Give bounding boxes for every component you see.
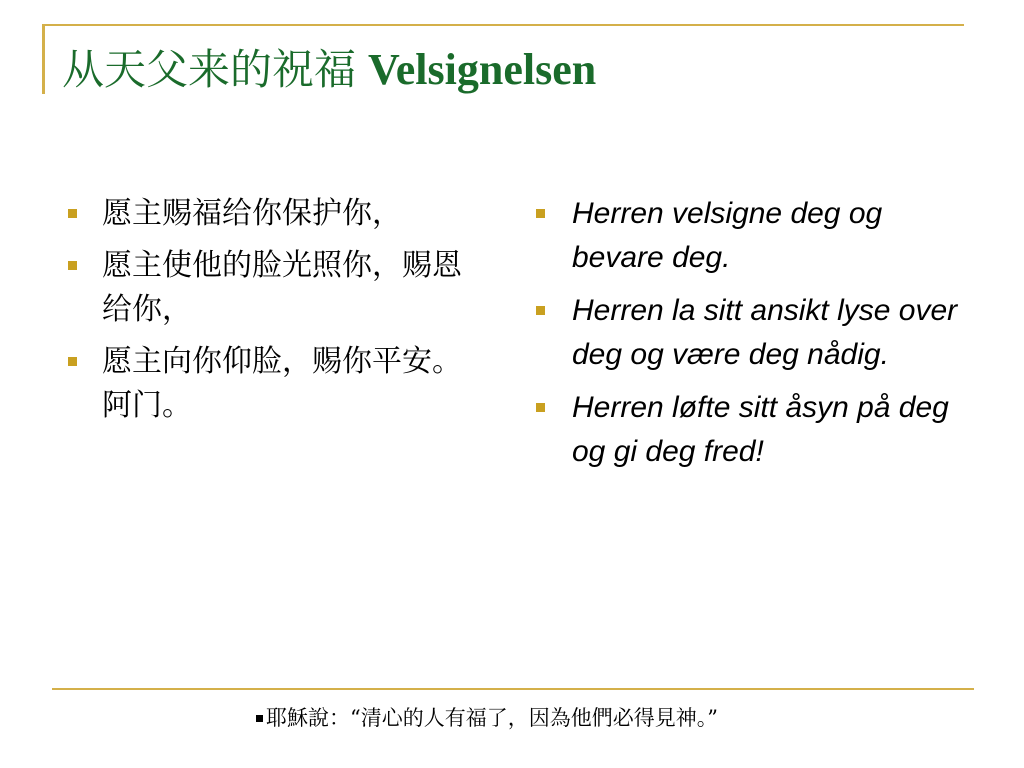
footer-quote: [256, 703, 718, 733]
square-bullet-icon: [256, 715, 263, 722]
norwegian-bullet-list: [532, 192, 972, 483]
list-item: [64, 192, 484, 236]
title-chinese: 从天父来的祝福: [62, 45, 357, 94]
square-bullet-icon: [68, 209, 77, 218]
list-item: [532, 289, 972, 377]
square-bullet-icon: [68, 261, 77, 270]
chinese-bullet-list: [64, 192, 484, 436]
list-item: [532, 192, 972, 280]
title-latin: Velsignelsen: [368, 45, 597, 94]
bullet-text: 愿主赐福给你保护你，: [102, 196, 402, 231]
list-item: [532, 386, 972, 474]
footer-text: 耶穌說：“清心的人有福了，因為他們必得見神。”: [266, 706, 718, 730]
bullet-text: Herren velsigne deg og bevare deg.: [572, 197, 883, 274]
bullet-text: 愿主使他的脸光照你，赐恩给你，: [102, 248, 462, 327]
slide-title: [62, 40, 596, 100]
bullet-text: 愿主向你仰脸，赐你平安。阿门。: [102, 344, 462, 423]
square-bullet-icon: [536, 209, 545, 218]
list-item: [64, 340, 484, 428]
left-rule: [42, 24, 45, 94]
square-bullet-icon: [536, 403, 545, 412]
square-bullet-icon: [68, 357, 77, 366]
list-item: [64, 244, 484, 332]
bullet-text: Herren la sitt ansikt lyse over deg og være deg nådig.: [572, 294, 958, 371]
square-bullet-icon: [536, 306, 545, 315]
bullet-text: Herren løfte sitt åsyn på deg og gi deg fred!: [572, 391, 949, 468]
top-rule: [42, 24, 964, 26]
bottom-rule: [52, 688, 974, 690]
